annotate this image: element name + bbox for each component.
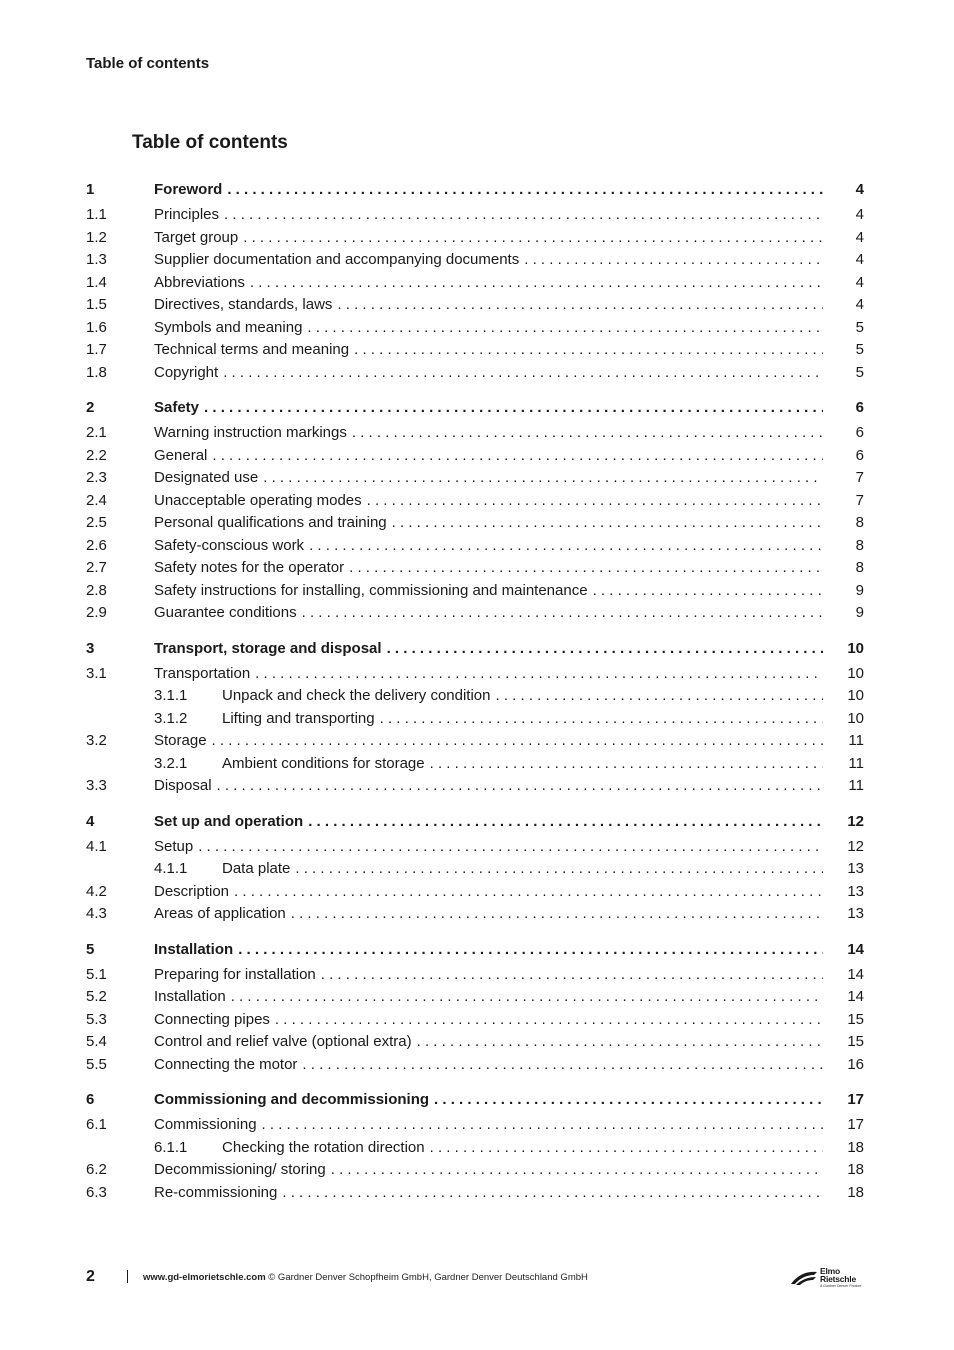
toc-page-number: 6 (855, 424, 864, 441)
toc-entry-number: 5.5 (86, 1055, 107, 1073)
toc-section-row[interactable] (86, 249, 864, 272)
toc-dot-leader (222, 753, 823, 776)
toc-section-row[interactable] (86, 1054, 864, 1077)
toc-entry-number: 2.6 (86, 536, 107, 554)
toc-entry-number: 3.2 (86, 732, 107, 749)
toc-entry-number: 5.2 (86, 988, 107, 1005)
toc-chapter-row[interactable] (86, 179, 864, 204)
toc-dot-leader (154, 939, 823, 962)
toc-chapter-group (86, 397, 864, 625)
toc-page-number: 16 (847, 1055, 864, 1073)
toc-page-number: 12 (847, 837, 864, 855)
logo-swoosh-icon (790, 1270, 818, 1286)
toc-dot-leader (222, 685, 823, 708)
page-header: Table of contents (86, 55, 210, 72)
toc-dot-leader (154, 1054, 823, 1077)
toc-dot-leader (154, 249, 823, 272)
toc-page-number: 8 (855, 514, 864, 531)
toc-section-row[interactable] (86, 490, 864, 513)
toc-dot-leader (154, 811, 823, 834)
toc-dot-leader (222, 1137, 823, 1160)
toc-section-row[interactable] (86, 663, 864, 686)
toc-entry-number: 5 (86, 940, 95, 958)
toc-page-number: 4 (855, 296, 864, 313)
toc-entry-number: 1.7 (86, 341, 107, 358)
toc-subsection-row[interactable] (86, 858, 864, 881)
toc-chapter-row[interactable] (86, 811, 864, 836)
toc-entry-number: 1.1 (86, 206, 107, 223)
toc-chapter-group (86, 811, 864, 926)
toc-entry-number: 1.2 (86, 228, 107, 246)
toc-page-number: 13 (847, 905, 864, 922)
logo-tagline: A Gardner Denver Product (820, 1284, 862, 1288)
toc-page-number: 5 (855, 318, 864, 336)
toc-section-row[interactable] (86, 272, 864, 295)
toc-dot-leader (154, 272, 823, 295)
toc-entry-number: 2.1 (86, 424, 107, 441)
toc-page-number: 13 (847, 882, 864, 900)
toc-entry-title: Ambient conditions for storage (222, 754, 425, 772)
toc-entry-number: 2.7 (86, 559, 107, 576)
toc-entry-title: Control and relief valve (optional extra) (154, 1033, 412, 1050)
toc-entry-title: Target group (154, 228, 239, 246)
toc-page-number: 14 (847, 988, 864, 1005)
toc-entry-title: Technical terms and meaning (154, 341, 350, 358)
toc-dot-leader (154, 317, 823, 340)
toc-entry-number: 5.4 (86, 1033, 107, 1050)
toc-entry-title: Installation (154, 988, 226, 1005)
toc-page-number: 4 (855, 228, 864, 246)
toc-page-number: 6 (855, 446, 864, 464)
toc-entry-title: Safety (154, 399, 200, 416)
toc-subsection-row[interactable] (86, 753, 864, 776)
toc-page-number: 9 (855, 581, 864, 599)
toc-entry-number: 2.8 (86, 581, 107, 599)
page-footer (86, 1268, 866, 1290)
toc-entry-number: 4.1 (86, 837, 107, 855)
toc-page-number: 4 (855, 181, 864, 198)
toc-entry-number: 1.3 (86, 251, 107, 268)
toc-section-row[interactable] (86, 881, 864, 904)
toc-page-number: 18 (847, 1161, 864, 1178)
toc-entry-number: 3.2.1 (154, 754, 188, 772)
toc-entry-number: 3.1.1 (154, 687, 188, 704)
toc-entry-title: Warning instruction markings (154, 424, 347, 441)
toc-page-number: 9 (855, 604, 864, 621)
toc-page-number: 4 (855, 206, 864, 223)
toc-page-number: 18 (847, 1183, 864, 1201)
toc-page-number: 5 (855, 363, 864, 381)
page-title: Table of contents (132, 132, 288, 153)
footer-copyright: © Gardner Denver Schopfheim GmbH, Gardner Denver Deutschland GmbH (268, 1272, 588, 1283)
toc-entry-number: 1.5 (86, 296, 107, 313)
toc-section-row[interactable] (86, 730, 864, 753)
toc-dot-leader (154, 775, 823, 798)
toc-entry-number: 2.4 (86, 491, 107, 509)
toc-entry-number: 2.5 (86, 514, 107, 531)
toc-entry-title: Copyright (154, 363, 219, 381)
toc-dot-leader (154, 397, 823, 420)
toc-page-number: 11 (848, 777, 864, 794)
toc-dot-leader (154, 602, 823, 625)
toc-page-number: 5 (855, 341, 864, 358)
toc-entry-title: Set up and operation (154, 812, 304, 830)
toc-section-row[interactable] (86, 903, 864, 926)
toc-section-row[interactable] (86, 535, 864, 558)
toc-entry-number: 6 (86, 1091, 95, 1108)
toc-section-row[interactable] (86, 512, 864, 535)
toc-page-number: 14 (847, 965, 864, 983)
toc-dot-leader (154, 881, 823, 904)
toc-dot-leader (154, 903, 823, 926)
toc-entry-title: Disposal (154, 777, 212, 794)
toc-entry-number: 3.1.2 (154, 709, 188, 727)
toc-entry-title: Abbreviations (154, 273, 245, 291)
toc-page-number: 17 (847, 1116, 864, 1133)
toc-chapter-group (86, 638, 864, 798)
toc-entry-number: 4.1.1 (154, 860, 188, 877)
toc-dot-leader (154, 490, 823, 513)
toc-chapter-group (86, 939, 864, 1077)
toc-entry-title: Preparing for installation (154, 965, 316, 983)
toc-page-number: 6 (855, 399, 864, 416)
toc-entry-number: 3 (86, 639, 95, 657)
toc-chapter-row[interactable] (86, 939, 864, 964)
toc-page-number: 7 (855, 469, 864, 486)
toc-entry-title: Guarantee conditions (154, 604, 297, 621)
toc-page-number: 10 (847, 664, 864, 682)
toc-page-number: 7 (855, 491, 864, 509)
toc-dot-leader (154, 467, 823, 490)
toc-section-row[interactable] (86, 775, 864, 798)
toc-entry-title: Storage (154, 732, 207, 749)
toc-entry-number: 4.2 (86, 882, 107, 900)
toc-section-row[interactable] (86, 1114, 864, 1137)
footer-page-number: 2 (86, 1268, 95, 1285)
toc-section-row[interactable] (86, 836, 864, 859)
toc-section-row[interactable] (86, 339, 864, 362)
toc-entry-title: General (154, 446, 208, 464)
toc-page-number: 10 (847, 639, 864, 657)
toc-page-number: 8 (855, 559, 864, 576)
logo-line-2: Rietschle (820, 1273, 856, 1284)
toc-entry-title: Installation (154, 940, 234, 958)
toc-section-row[interactable] (86, 1031, 864, 1054)
toc-section-row[interactable] (86, 294, 864, 317)
logo-wordmark (820, 1268, 856, 1283)
toc-dot-leader (154, 1031, 823, 1054)
toc-section-row[interactable] (86, 204, 864, 227)
toc-entry-number: 3.1 (86, 664, 107, 682)
toc-dot-leader (154, 362, 823, 385)
toc-entry-title: Commissioning and decommissioning (154, 1091, 430, 1108)
toc-page-number: 11 (848, 754, 864, 772)
toc-page-number: 17 (847, 1091, 864, 1108)
toc-entry-number: 2.2 (86, 446, 107, 464)
toc-section-row[interactable] (86, 964, 864, 987)
toc-dot-leader (222, 708, 823, 731)
toc-dot-leader (154, 1009, 823, 1032)
footer-url-link[interactable]: www.gd-elmorietschle.com (143, 1272, 266, 1283)
toc-entry-number: 2.3 (86, 469, 107, 486)
toc-page-number: 12 (847, 812, 864, 830)
toc-entry-title: Checking the rotation direction (222, 1138, 425, 1156)
toc-page-number: 4 (855, 251, 864, 268)
toc-dot-leader (154, 663, 823, 686)
toc-entry-number: 4.3 (86, 905, 107, 922)
toc-section-row[interactable] (86, 227, 864, 250)
toc-dot-leader (154, 179, 823, 202)
toc-section-row[interactable] (86, 986, 864, 1009)
toc-dot-leader (154, 557, 823, 580)
toc-entry-title: Safety notes for the operator (154, 559, 345, 576)
toc-entry-number: 6.1 (86, 1116, 107, 1133)
logo-line-1: Elmo (820, 1266, 840, 1276)
footer-text (143, 1272, 588, 1283)
toc-section-row[interactable] (86, 602, 864, 625)
toc-chapter-row[interactable] (86, 638, 864, 663)
toc-entry-title: Symbols and meaning (154, 318, 303, 336)
toc-entry-title: Re-commissioning (154, 1183, 278, 1201)
toc-dot-leader (154, 986, 823, 1009)
toc-dot-leader (154, 227, 823, 250)
toc-subsection-row[interactable] (86, 1137, 864, 1160)
toc-entry-title: Decommissioning/ storing (154, 1161, 326, 1178)
toc-dot-leader (154, 638, 823, 661)
toc-entry-title: Connecting pipes (154, 1010, 270, 1028)
toc-page-number: 18 (847, 1138, 864, 1156)
toc-dot-leader (154, 1114, 823, 1137)
toc-dot-leader (154, 445, 823, 468)
toc-dot-leader (222, 858, 823, 881)
toc-subsection-row[interactable] (86, 708, 864, 731)
toc-page-number: 15 (847, 1010, 864, 1028)
toc-section-row[interactable] (86, 422, 864, 445)
toc-entry-title: Personal qualifications and training (154, 514, 387, 531)
toc-entry-title: Setup (154, 837, 194, 855)
toc-dot-leader (154, 294, 823, 317)
toc-entry-number: 2.9 (86, 604, 107, 621)
toc-entry-number: 3.3 (86, 777, 107, 794)
toc-entry-title: Safety-conscious work (154, 536, 305, 554)
toc-entry-number: 2 (86, 399, 95, 416)
toc-entry-title: Designated use (154, 469, 259, 486)
toc-section-row[interactable] (86, 580, 864, 603)
toc-entry-title: Foreword (154, 181, 223, 198)
toc-dot-leader (154, 730, 823, 753)
toc-entry-title: Directives, standards, laws (154, 296, 333, 313)
toc-section-row[interactable] (86, 1182, 864, 1205)
toc-entry-title: Description (154, 882, 230, 900)
toc-page-number: 11 (848, 732, 864, 749)
toc-subsection-row[interactable] (86, 685, 864, 708)
brand-logo (790, 1268, 866, 1290)
toc-entry-number: 6.3 (86, 1183, 107, 1201)
toc-entry-title: Unacceptable operating modes (154, 491, 362, 509)
toc-entry-title: Transport, storage and disposal (154, 639, 382, 657)
toc-dot-leader (154, 512, 823, 535)
toc-chapter-group (86, 1089, 864, 1204)
toc-section-row[interactable] (86, 1009, 864, 1032)
toc-dot-leader (154, 1159, 823, 1182)
toc-entry-title: Areas of application (154, 905, 286, 922)
toc-section-row[interactable] (86, 467, 864, 490)
toc-entry-number: 4 (86, 812, 95, 830)
toc-dot-leader (154, 580, 823, 603)
toc-page-number: 10 (847, 709, 864, 727)
toc-entry-number: 1 (86, 181, 95, 198)
toc-page-number: 13 (847, 860, 864, 877)
toc-page-number: 14 (847, 940, 864, 958)
footer-divider (127, 1270, 128, 1283)
toc-section-row[interactable] (86, 445, 864, 468)
toc-entry-title: Unpack and check the delivery condition (222, 687, 491, 704)
toc-chapter-row[interactable] (86, 1089, 864, 1114)
toc-entry-number: 6.2 (86, 1161, 107, 1178)
table-of-contents (86, 179, 864, 1217)
toc-section-row[interactable] (86, 1159, 864, 1182)
toc-entry-title: Safety instructions for installing, commissioning and maintenance (154, 581, 588, 599)
toc-chapter-group (86, 179, 864, 384)
toc-entry-number: 1.8 (86, 363, 107, 381)
toc-page-number: 8 (855, 536, 864, 554)
toc-entry-title: Supplier documentation and accompanying documents (154, 251, 520, 268)
toc-dot-leader (154, 204, 823, 227)
toc-page-number: 10 (847, 687, 864, 704)
toc-entry-title: Principles (154, 206, 220, 223)
toc-dot-leader (154, 1182, 823, 1205)
toc-dot-leader (154, 964, 823, 987)
toc-dot-leader (154, 1089, 823, 1112)
toc-entry-number: 1.4 (86, 273, 107, 291)
toc-entry-number: 5.1 (86, 965, 107, 983)
toc-entry-number: 1.6 (86, 318, 107, 336)
toc-entry-title: Transportation (154, 664, 251, 682)
toc-entry-title: Lifting and transporting (222, 709, 375, 727)
toc-section-row[interactable] (86, 557, 864, 580)
toc-section-row[interactable] (86, 362, 864, 385)
toc-page-number: 4 (855, 273, 864, 291)
toc-dot-leader (154, 836, 823, 859)
toc-section-row[interactable] (86, 317, 864, 340)
toc-entry-title: Commissioning (154, 1116, 257, 1133)
toc-entry-title: Connecting the motor (154, 1055, 298, 1073)
toc-dot-leader (154, 339, 823, 362)
toc-dot-leader (154, 422, 823, 445)
toc-chapter-row[interactable] (86, 397, 864, 422)
toc-entry-number: 5.3 (86, 1010, 107, 1028)
toc-entry-title: Data plate (222, 860, 291, 877)
toc-dot-leader (154, 535, 823, 558)
toc-page-number: 15 (847, 1033, 864, 1050)
toc-entry-number: 6.1.1 (154, 1138, 188, 1156)
